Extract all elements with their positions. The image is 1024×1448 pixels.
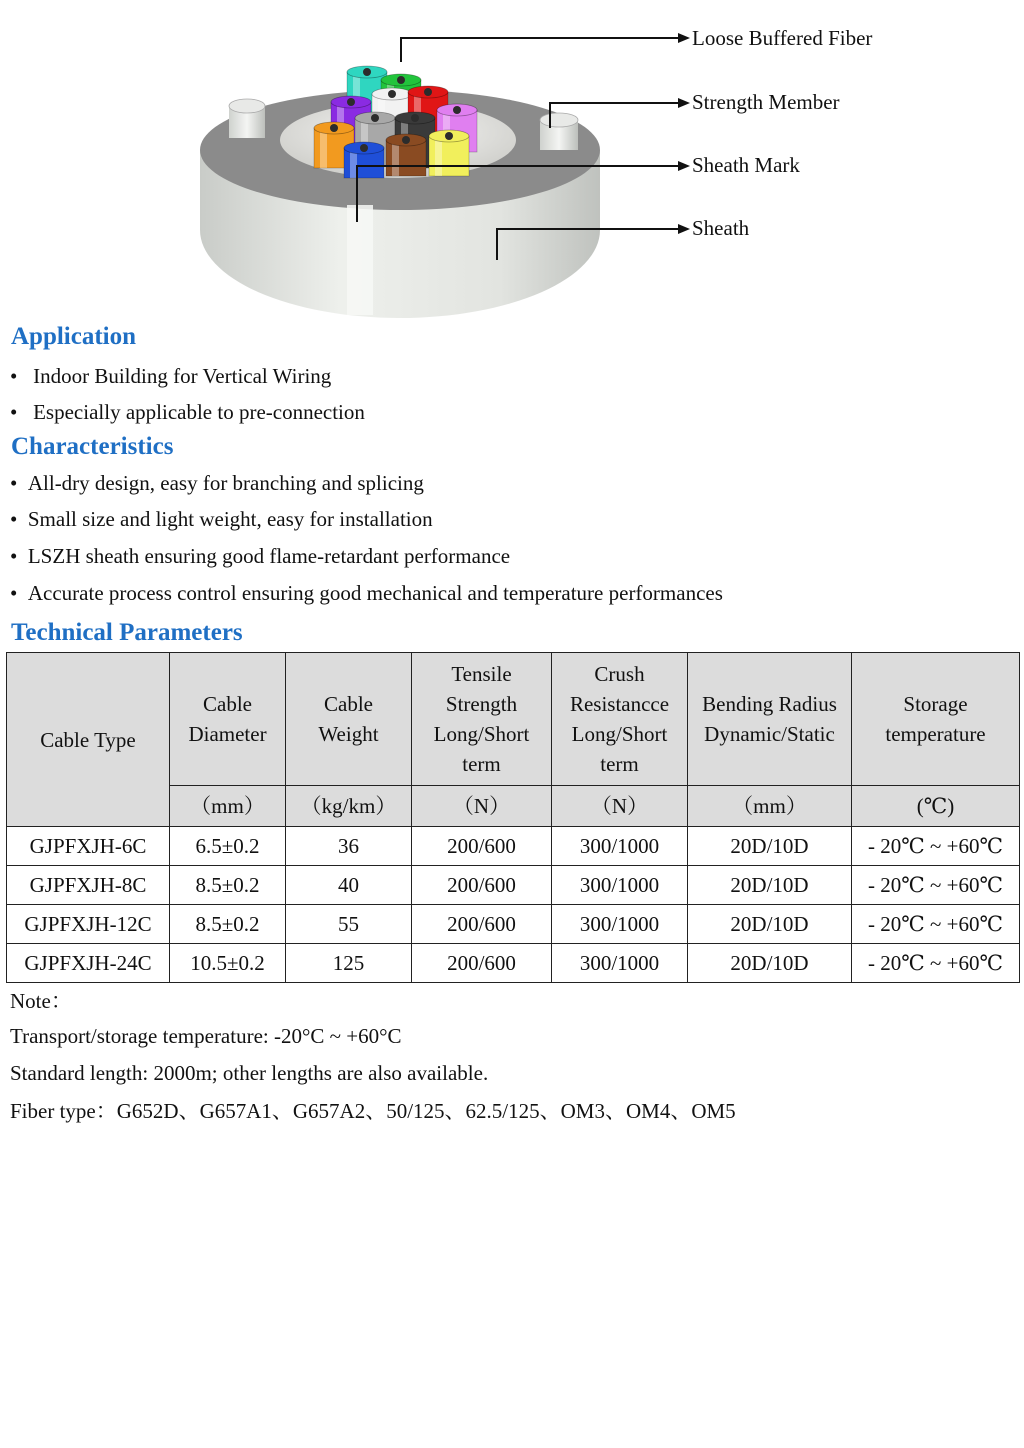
- table-cell: GJPFXJH-24C: [7, 944, 170, 983]
- characteristic-item-text: Accurate process control ensuring good mechanical and temperature performances: [27, 581, 723, 605]
- characteristic-item-text: Small size and light weight, easy for installation: [27, 507, 433, 531]
- unit-cell: （N）: [552, 786, 688, 827]
- unit-cell: (℃): [852, 786, 1020, 827]
- buffered-fiber: [429, 130, 469, 176]
- unit-cell: （N）: [412, 786, 552, 827]
- list-item: • Accurate process control ensuring good mechanical and temperature performances: [10, 581, 723, 605]
- header-cable-weight: [286, 653, 412, 786]
- table-cell: 300/1000: [552, 827, 688, 866]
- header-line: term: [462, 752, 501, 776]
- callout-arrowheads: [678, 33, 690, 234]
- header-line: Cable: [203, 692, 252, 716]
- header-storage-temperature: [852, 653, 1020, 786]
- header-line: Strength: [445, 692, 518, 716]
- strength-member-left: [229, 99, 265, 138]
- fiber-bundle: [314, 66, 477, 178]
- callout-loose-buffered-fiber: Loose Buffered Fiber: [692, 26, 873, 50]
- header-line: Bending Radius: [702, 692, 837, 716]
- header-line: Storage: [903, 692, 968, 716]
- callout-sheath: Sheath: [692, 216, 750, 240]
- table-cell: 200/600: [412, 866, 552, 905]
- table-cell: 300/1000: [552, 866, 688, 905]
- unit-cell: （kg/km）: [286, 786, 412, 827]
- table-cell: GJPFXJH-6C: [7, 827, 170, 866]
- header-line: Diameter: [188, 722, 267, 746]
- header-line: temperature: [885, 722, 986, 746]
- characteristics-list: [10, 471, 723, 605]
- callout-sheath-mark: Sheath Mark: [692, 153, 800, 177]
- unit-cell: （mm）: [170, 786, 286, 827]
- characteristics-heading: Characteristics: [11, 433, 174, 460]
- table-cell: 20D/10D: [688, 827, 852, 866]
- note-temperature: Transport/storage temperature: -20°C ~ +60°C: [10, 1024, 402, 1048]
- table-cell: GJPFXJH-12C: [7, 905, 170, 944]
- header-line: Cable: [324, 692, 373, 716]
- callout-strength-member: Strength Member: [692, 90, 840, 114]
- table-cell: 200/600: [412, 827, 552, 866]
- table-cell: 20D/10D: [688, 905, 852, 944]
- table-cell: - 20℃ ~ +60℃: [852, 944, 1020, 983]
- table-cell: 300/1000: [552, 944, 688, 983]
- sheath-mark-stripe: [347, 205, 373, 315]
- note-fiber-type: Fiber type：G652D、G657A1、G657A2、50/125、62.5/125、OM3、OM4、OM5: [10, 1099, 736, 1123]
- header-tensile-strength: [412, 653, 552, 786]
- table-cell: - 20℃ ~ +60℃: [852, 905, 1020, 944]
- table-cell: 36: [286, 827, 412, 866]
- application-item-text: Especially applicable to pre-connection: [33, 400, 365, 424]
- list-item: • Especially applicable to pre-connection: [10, 400, 365, 424]
- header-cable-diameter: [170, 653, 286, 786]
- table-cell: 6.5±0.2: [170, 827, 286, 866]
- table-cell: 8.5±0.2: [170, 866, 286, 905]
- header-line: Tensile: [451, 662, 512, 686]
- header-row: [7, 653, 1020, 786]
- table-cell: 20D/10D: [688, 866, 852, 905]
- table-cell: 55: [286, 905, 412, 944]
- table-row: [7, 905, 1020, 944]
- buffered-fiber: [344, 142, 384, 178]
- table-cell: - 20℃ ~ +60℃: [852, 827, 1020, 866]
- table-cell: 200/600: [412, 944, 552, 983]
- header-line: Resistancce: [569, 692, 670, 716]
- list-item: • All-dry design, easy for branching and splicing: [10, 471, 424, 495]
- header-line: Dynamic/Static: [704, 722, 835, 746]
- list-item: • Small size and light weight, easy for installation: [10, 507, 433, 531]
- table-cell: 300/1000: [552, 905, 688, 944]
- cable-figure: [0, 0, 1024, 325]
- characteristic-item-text: LSZH sheath ensuring good flame-retardant performance: [27, 544, 511, 568]
- note-label: Note：: [10, 989, 72, 1013]
- header-line: Crush: [594, 662, 645, 686]
- header-line: Long/Short: [571, 722, 668, 746]
- table-row: [7, 866, 1020, 905]
- application-heading: Application: [11, 323, 137, 350]
- table-cell: 20D/10D: [688, 944, 852, 983]
- table-cell: - 20℃ ~ +60℃: [852, 866, 1020, 905]
- table-cell: 10.5±0.2: [170, 944, 286, 983]
- strength-member-right: [540, 113, 578, 150]
- table-row: [7, 944, 1020, 983]
- technical-heading: Technical Parameters: [11, 619, 243, 646]
- application-item-text: Indoor Building for Vertical Wiring: [33, 364, 332, 388]
- technical-parameters-table: [6, 652, 1020, 983]
- table-cell: GJPFXJH-8C: [7, 866, 170, 905]
- application-list: [10, 364, 365, 424]
- header-line: Weight: [318, 722, 379, 746]
- header-line: Long/Short: [433, 722, 530, 746]
- list-item: • Indoor Building for Vertical Wiring: [10, 364, 332, 388]
- header-line: Cable Type: [40, 727, 136, 752]
- header-line: term: [600, 752, 639, 776]
- table-cell: 125: [286, 944, 412, 983]
- table-body: [7, 827, 1020, 983]
- unit-cell: （mm）: [688, 786, 852, 827]
- header-crush-resistance: [552, 653, 688, 786]
- table-cell: 8.5±0.2: [170, 905, 286, 944]
- header-cable-type: [7, 653, 170, 827]
- header-bending-radius: [688, 653, 852, 786]
- table-cell: 40: [286, 866, 412, 905]
- table-cell: 200/600: [412, 905, 552, 944]
- note-standard-length: Standard length: 2000m; other lengths are also available.: [10, 1061, 489, 1085]
- characteristic-item-text: All-dry design, easy for branching and splicing: [27, 471, 424, 495]
- table-row: [7, 827, 1020, 866]
- buffered-fiber: [386, 134, 426, 176]
- list-item: • LSZH sheath ensuring good flame-retardant performance: [10, 544, 511, 568]
